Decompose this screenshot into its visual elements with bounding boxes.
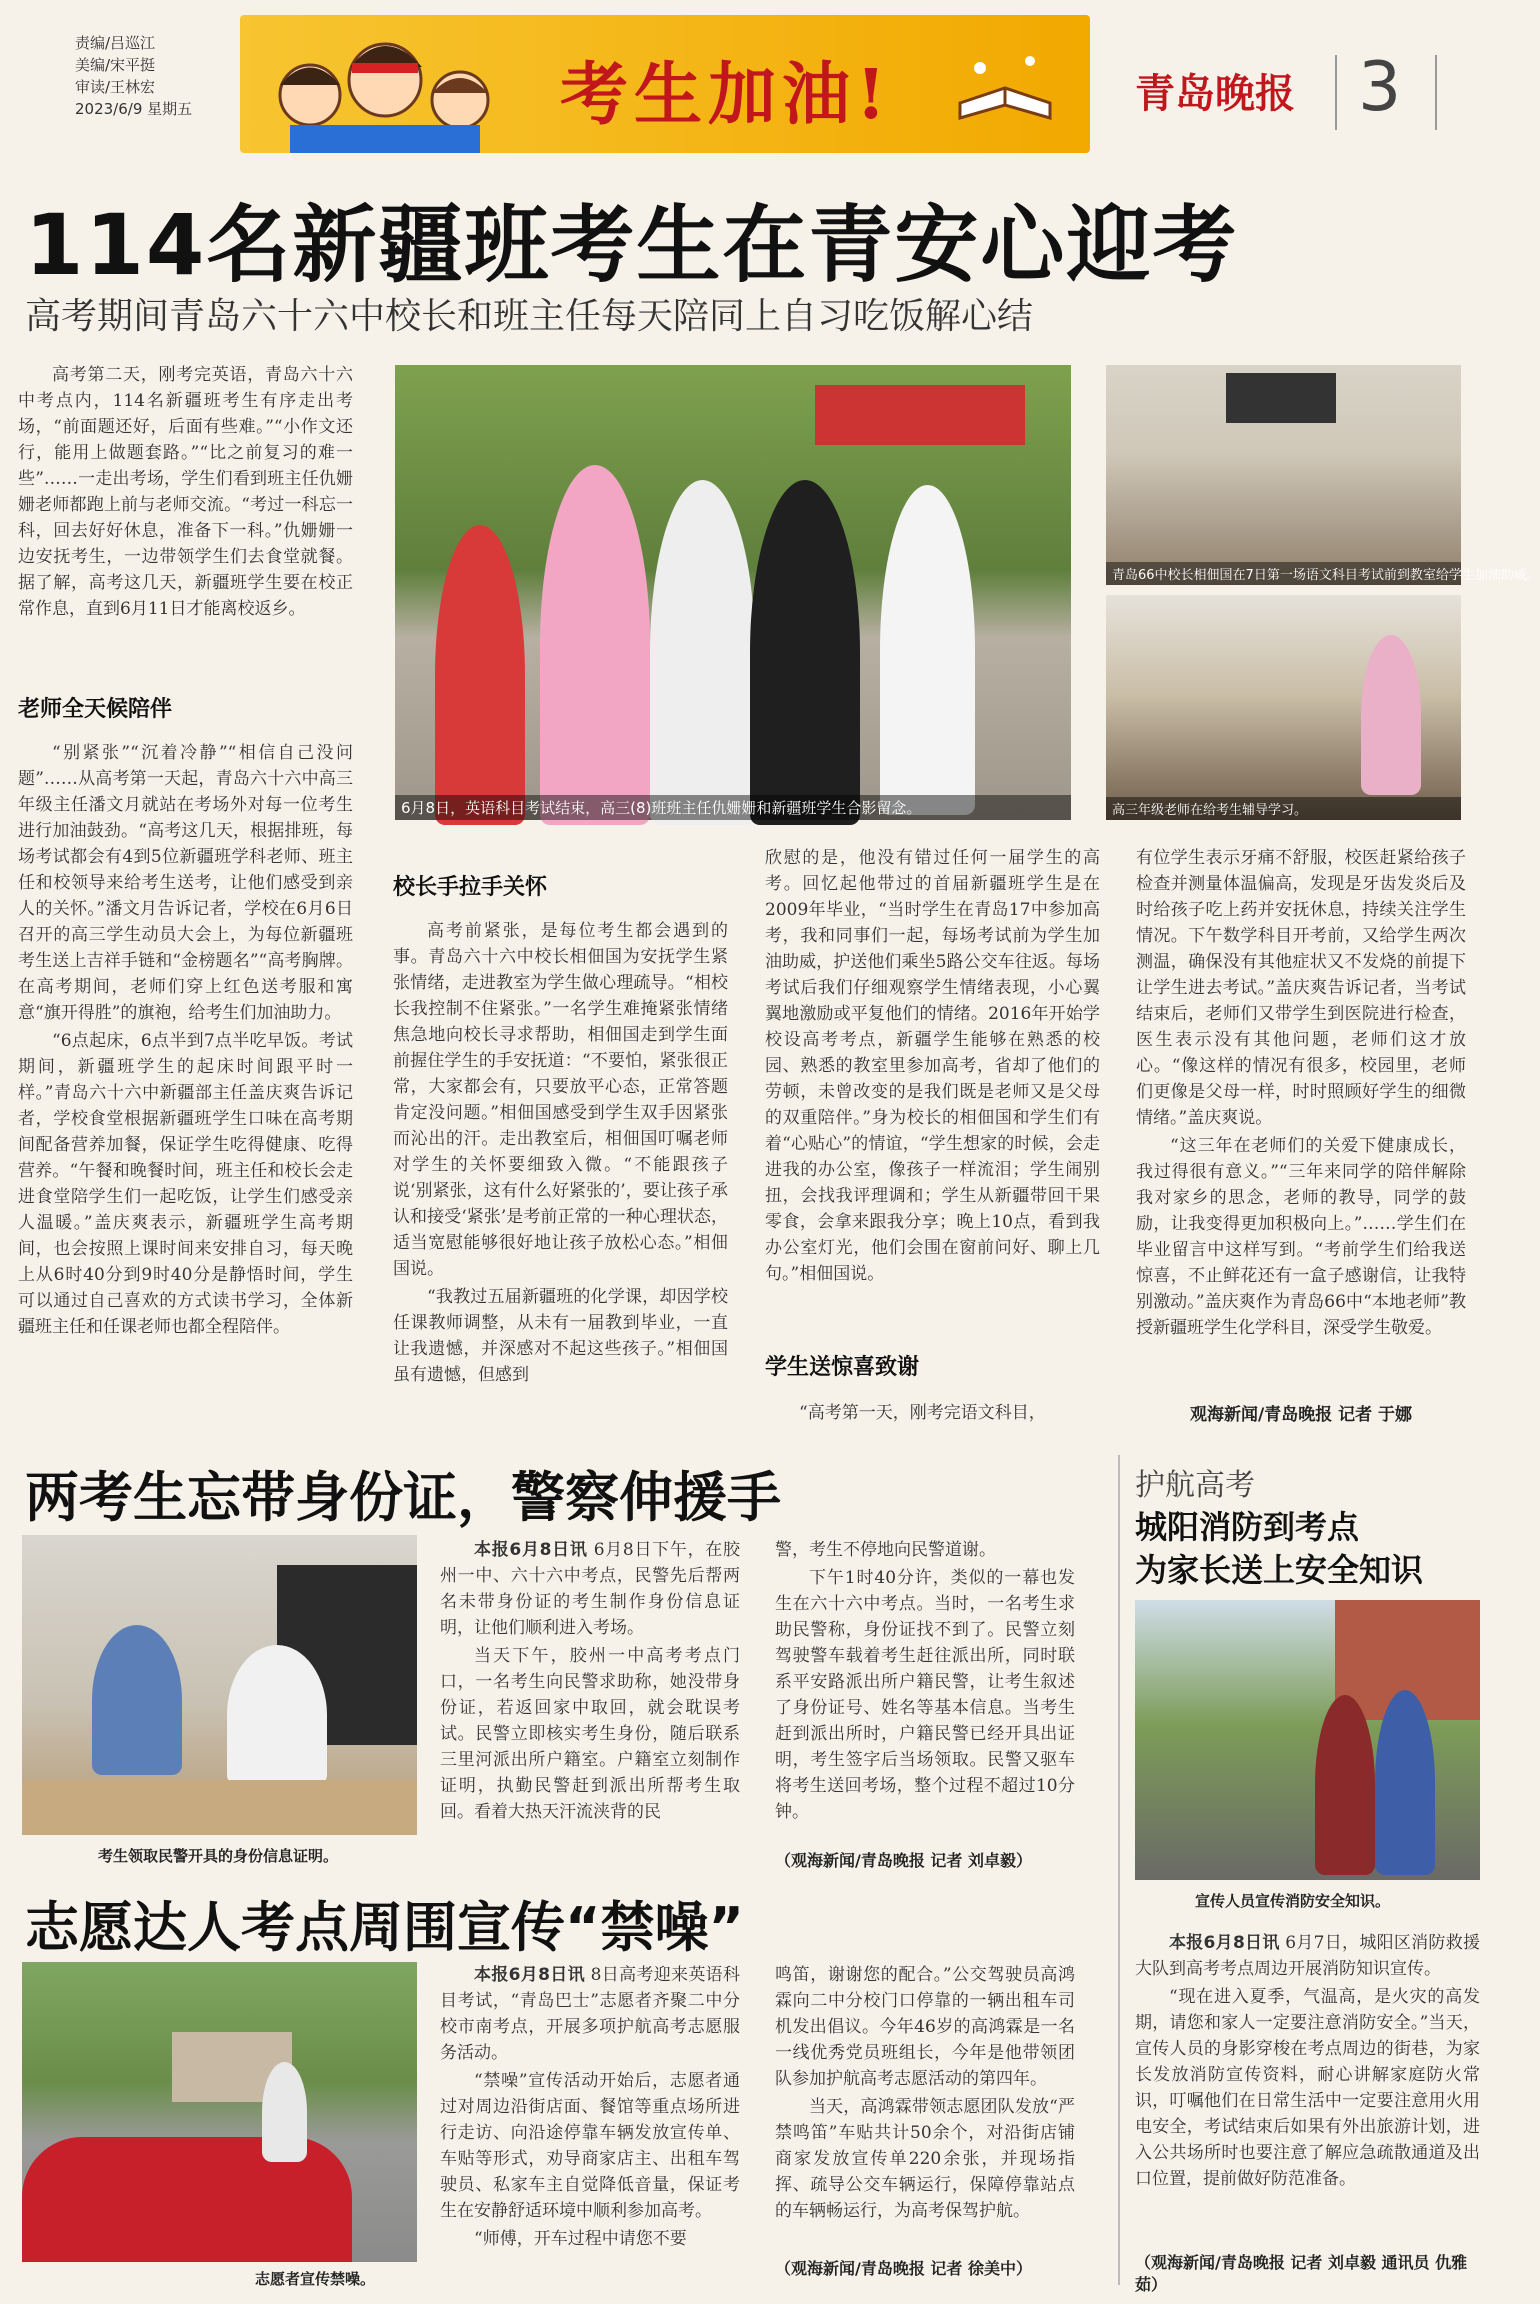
story4-byline: （观海新闻/青岛晚报 记者 刘卓毅 通讯员 仇雅茹） <box>1135 2253 1468 2294</box>
story1-column-1b <box>18 740 353 1430</box>
tent <box>815 385 1025 445</box>
story2-photo-caption: 考生领取民警开具的身份信息证明。 <box>98 1847 339 1865</box>
story4-photo <box>1135 1600 1480 1880</box>
story1-subheadline: 高考期间青岛六十六中校长和班主任每天陪同上自习吃饭解心结 <box>25 296 1034 337</box>
story3-lead: 本报6月8日讯 <box>474 1965 585 1985</box>
person-figure <box>880 485 975 815</box>
banner <box>240 15 1090 153</box>
person-figure <box>1315 1695 1375 1875</box>
story4-kicker: 护航高考 <box>1135 1468 1255 1503</box>
story1-headline: 114名新疆班考生在青安心迎考 <box>25 196 1239 294</box>
story1-column-4 <box>1136 845 1466 1395</box>
story4-paragraph <box>1135 1930 1480 1982</box>
banner-title: 考生加油! <box>560 55 892 135</box>
issue-date: 2023/6/9 星期五 <box>75 100 193 118</box>
story3-paragraph: 鸣笛，谢谢您的配合。”公交驾驶员高鸿霖向二中分校门口停靠的一辆出租车司机发出倡议。今年46岁的高鸿霖是一名一线优秀党员班组长，今年是他带领团队参加护航高考志愿活动的第四年。 <box>775 1965 1075 2089</box>
story4-lead: 本报6月8日讯 <box>1169 1933 1280 1953</box>
story1-subhead-3: 学生送惊喜致谢 <box>765 1355 920 1380</box>
story3-lead-text: 8日高考迎来英语科目考试，“青岛巴士”志愿者齐聚二中分校市南考点，开展多项护航高考志愿服务活动。 <box>440 1965 740 2063</box>
story1-subhead-2: 校长手拉手关怀 <box>393 875 548 900</box>
story1-paragraph: “我教过五届新疆班的化学课，却因学校任课教师调整，从未有一届教到毕业，一直让我遗憾，并深感对不起这些孩子。”相佃国虽有遗憾，但感到 <box>393 1287 728 1385</box>
story2-paragraph <box>440 1537 740 1641</box>
story2-paragraph: 警，考生不停地向民警道谢。 <box>775 1540 996 1560</box>
story1-column-2 <box>393 918 728 1430</box>
student-figure <box>227 1645 327 1785</box>
page-divider <box>1335 55 1337 130</box>
story2-column-1 <box>440 1537 740 1877</box>
story1-paragraph: “高考第一天，刚考完语文科目， <box>799 1403 1046 1423</box>
masthead-credits <box>75 32 225 120</box>
page-divider-2 <box>1435 55 1437 130</box>
story2-column-2 <box>775 1537 1075 1847</box>
story2-lead-text: 6月8日下午，在胶州一中、六十六中考点，民警先后帮两名未带身份证的考生制作身份信息证明，让他们顺利进入考场。 <box>440 1540 740 1638</box>
person-figure <box>1375 1690 1435 1875</box>
story3-paragraph <box>440 1962 740 2066</box>
story4-photo-caption: 宣传人员宣传消防安全知识。 <box>1195 1892 1391 1910</box>
story1-paragraph: 欣慰的是，他没有错过任何一届学生的高考。回忆起他带过的首届新疆班学生是在2009年毕业，“当时学生在青岛17中参加高考，我和同事们一起，每场考试前为学生加油助威，护送他们乘坐5路公交车往返。每场考试后我们仔细观察学生情绪表现，小心翼翼地激励或平复他们的情绪。2016年开始学校设高考考点，新疆学生能够在熟悉的校园、熟悉的教室里参加高考，省却了他们的劳顿，未曾改变的是我们既是老师又是父母的双重陪伴。”身为校长的相佃国和学生们有着“心贴心”的情谊，“学生想家的时候，会走进我的办公室，像孩子一样流泪；学生闹别扭，会找我评理调和；学生从新疆带回干果零食，会拿来跟我分享；晚上10点，看到我办公室灯光，他们会围在窗前问好、聊上几句。”相佃国说。 <box>765 848 1100 1284</box>
story4-divider <box>1118 1455 1120 2285</box>
story1-paragraph: 高考第二天，刚考完英语，青岛六十六中考点内，114名新疆班考生有序走出考场，“前面题还好，后面有些难。”“小作文还行，能用上做题套路。”“比之前复习的难一些”……一走出考场，学生们看到班主任仇姗姗老师都跑上前与老师交流。“考过一科忘一科，回去好好休息，准备下一科。”仇姗姗一边安抚考生，一边带领学生们去食堂就餐。据了解，高考这几天，新疆班学生要在校正常作息，直到6月11日才能离校返乡。 <box>18 365 353 619</box>
person-figure <box>650 480 755 825</box>
story1-paragraph: 有位学生表示牙痛不舒服，校医赶紧给孩子检查并测量体温偏高，发现是牙齿发炎后及时给孩子吃上药并安抚休息，持续关注学生情况。下午数学科目开考前，又给学生两次测温，确保没有其他症状又不发烧的前提下让学生进去考试。”盖庆爽告诉记者，当考试结束后，老师们又带学生到医院进行检查，医生表示没有其他问题，老师们这才放心。“像这样的情况有很多，校园里，老师们更像是父母一样，时时照顾好学生的细微情绪。”盖庆爽说。 <box>1136 848 1466 1128</box>
story3-column-1 <box>440 1962 740 2292</box>
book-icon <box>950 43 1060 133</box>
volunteer-figure <box>262 2062 307 2162</box>
story2-headline: 两考生忘带身份证，警察伸援手 <box>25 1466 781 1529</box>
story1-column-3 <box>765 845 1100 1310</box>
editor-credit: 责编/吕巡江 <box>75 34 156 52</box>
story3-paragraph: 当天，高鸿霖带领志愿团队发放“严禁鸣笛”车贴共计50余个，对沿街店铺商家发放宣传单220余张，并现场指挥、疏导公交车辆运行，保障停靠站点的车辆畅运行，为高考保驾护航。 <box>775 2097 1075 2221</box>
story1-main-photo <box>395 365 1071 820</box>
story3-byline: （观海新闻/青岛晚报 记者 徐美中） <box>775 2259 1032 2278</box>
story1-photo-classroom-2-caption: 高三年级老师在给考生辅导学习。 <box>1106 797 1461 820</box>
story4-headline-2: 为家长送上安全知识 <box>1135 1551 1424 1589</box>
story4-paragraph: “现在进入夏季，气温高，是火灾的高发期，请您和家人一定要注意消防安全。”当天，宣传人员的身影穿梭在考点周边的街巷，为家长发放消防宣传资料，耐心讲解家庭防火常识，叮嘱他们在日常生活中一定要注意用火用电安全，考试结束后如果有外出旅游计划，进入公共场所时也要注意了解应急疏散通道及出口位置，提前做好防范准备。 <box>1135 1987 1480 2189</box>
story1-paragraph: “6点起床，6点半到7点半吃早饭。考试期间，新疆班学生的起床时间跟平时一样。”青岛六十六中新疆部主任盖庆爽告诉记者，学校食堂根据新疆班学生口味在高考期间配备营养加餐，保证学生吃得健康、吃得营养。“午餐和晚餐时间，班主任和校长会走进食堂陪学生们一起吃饭，让学生们感受亲人温暖。”盖庆爽表示，新疆班学生高考期间，也会按照上课时间来安排自习，每天晚上从6时40分到9时40分是静悟时间，学生可以通过自己喜欢的方式读书学习，全体新疆班主任和任课老师也都全程陪伴。 <box>18 1031 353 1337</box>
blackboard <box>1226 373 1336 423</box>
story4-lead-text: 6月7日，城阳区消防救援大队到高考考点周边开展消防知识宣传。 <box>1135 1933 1480 1979</box>
story1-photo-classroom-1-caption: 青岛66中校长相佃国在7日第一场语文科目考试前到教室给学生加油助威。 <box>1106 562 1461 585</box>
page-number: 3 <box>1358 48 1402 127</box>
story4-column <box>1135 1930 1480 2255</box>
story1-paragraph: “这三年在老师们的关爱下健康成长，我过得很有意义。”“三年来同学的陪伴解除我对家乡的思念，老师的教导，同学的鼓励，让我变得更加积极向上。”……学生们在毕业留言中这样写到。“考前学生们给我送惊喜，不止鲜花还有一盒子感谢信，让我特别激动。”盖庆爽作为青岛66中“本地老师”教授新疆班学生化学科目，深受学生敬爱。 <box>1136 1136 1466 1338</box>
story2-byline: （观海新闻/青岛晚报 记者 刘卓毅） <box>775 1851 1032 1870</box>
story3-headline: 志愿达人考点周围宣传“禁噪” <box>25 1896 744 1959</box>
person-figure <box>750 480 860 825</box>
reviewer-credit: 审读/王林宏 <box>75 78 156 96</box>
story2-photo <box>22 1535 417 1835</box>
story2-lead: 本报6月8日讯 <box>474 1540 588 1560</box>
story2-paragraph: 当天下午，胶州一中高考考点门口，一名考生向民警求助称，她没带身份证，若返回家中取回，就会耽误考试。民警立即核实考生身份，随后联系三里河派出所户籍室。户籍室立刻制作证明，执勤民警赶到派出所帮考生取回。看着大热天汗流浃背的民 <box>440 1646 740 1822</box>
story1-column-3b <box>765 1400 1100 1430</box>
cartoon-students-icon <box>260 15 510 153</box>
story4-headline-1: 城阳消防到考点 <box>1135 1508 1360 1546</box>
story2-paragraph: 下午1时40分许，类似的一幕也发生在六十六中考点。当时，一名考生求助民警称，身份证找不到了。民警立刻驾驶警车载着考生赶往派出所，同时联系平安路派出所户籍民警，让考生叙述了身份证号、姓名等基本信息。当考生赶到派出所时，户籍民警已经开具出证明，考生签字后当场领取。民警又驱车将考生送回考场，整个过程不超过10分钟。 <box>775 1568 1075 1822</box>
story1-subhead-1: 老师全天候陪伴 <box>18 697 173 722</box>
teacher-figure <box>1361 635 1421 795</box>
person-figure <box>435 525 525 825</box>
police-figure <box>92 1625 182 1775</box>
story3-photo <box>22 1962 417 2262</box>
story3-paragraph: “师傅，开车过程中请您不要 <box>474 2229 687 2249</box>
story1-paragraph: 高考前紧张，是每位考生都会遇到的事。青岛六十六中校长相佃国为安抚学生紧张情绪，走进教室为学生做心理疏导。“相校长我控制不住紧张。”一名学生难掩紧张情绪焦急地向校长寻求帮助，相佃国走到学生面前握住学生的手安抚道：“不要怕，紧张很正常，大家都会有，只要放平心态，正常答题肯定没问题。”相佃国感受到学生双手因紧张而沁出的汗。走出教室后，相佃国叮嘱老师对学生的关怀要细致入微。“不能跟孩子说‘别紧张，这有什么好紧张的’，要让孩子承认和接受‘紧张’是考前正常的一种心理状态，适当宽慰能够很好地让孩子放松心态。”相佃国说。 <box>393 921 728 1279</box>
newspaper-logo: 青岛晚报 <box>1135 70 1295 117</box>
story3-column-2 <box>775 1962 1075 2254</box>
story1-photo-classroom-2 <box>1106 595 1461 820</box>
story1-photo-classroom-1 <box>1106 365 1540 585</box>
designer-credit: 美编/宋平挺 <box>75 56 156 74</box>
story3-photo-caption: 志愿者宣传禁噪。 <box>255 2270 376 2288</box>
story1-main-photo-caption: 6月8日，英语科目考试结束，高三(8)班班主任仇姗姗和新疆班学生合影留念。 <box>395 795 1071 820</box>
story3-paragraph: “禁噪”宣传活动开始后，志愿者通过对周边沿街店面、餐馆等重点场所进行走访、向沿途停靠车辆发放宣传单、车贴等形式，劝导商家店主、出租车驾驶员、私家车主自觉降低音量，保证考生在安静舒适环境中顺利参加高考。 <box>440 2071 740 2221</box>
counter <box>22 1780 417 1835</box>
story1-column-1a <box>18 362 353 672</box>
story1-paragraph: “别紧张”“沉着冷静”“相信自己没问题”……从高考第一天起，青岛六十六中高三年级主任潘文月就站在考场外对每一位考生进行加油鼓劲。“高考这几天，根据排班，每场考试都会有4到5位新疆班学科老师、班主任和校领导来给考生送考，让他们感受到亲人的关怀。”潘文月告诉记者，学校在6月6日召开的高三学生动员大会上，为每位新疆班考生送上吉祥手链和“金榜题名”“高考胸牌。在高考期间，老师们穿上红色送考服和寓意“旗开得胜”的旗袍，给考生们加油助力。 <box>18 743 353 1023</box>
story1-byline: 观海新闻/青岛晚报 记者 于娜 <box>1190 1405 1413 1425</box>
person-figure <box>540 465 650 825</box>
